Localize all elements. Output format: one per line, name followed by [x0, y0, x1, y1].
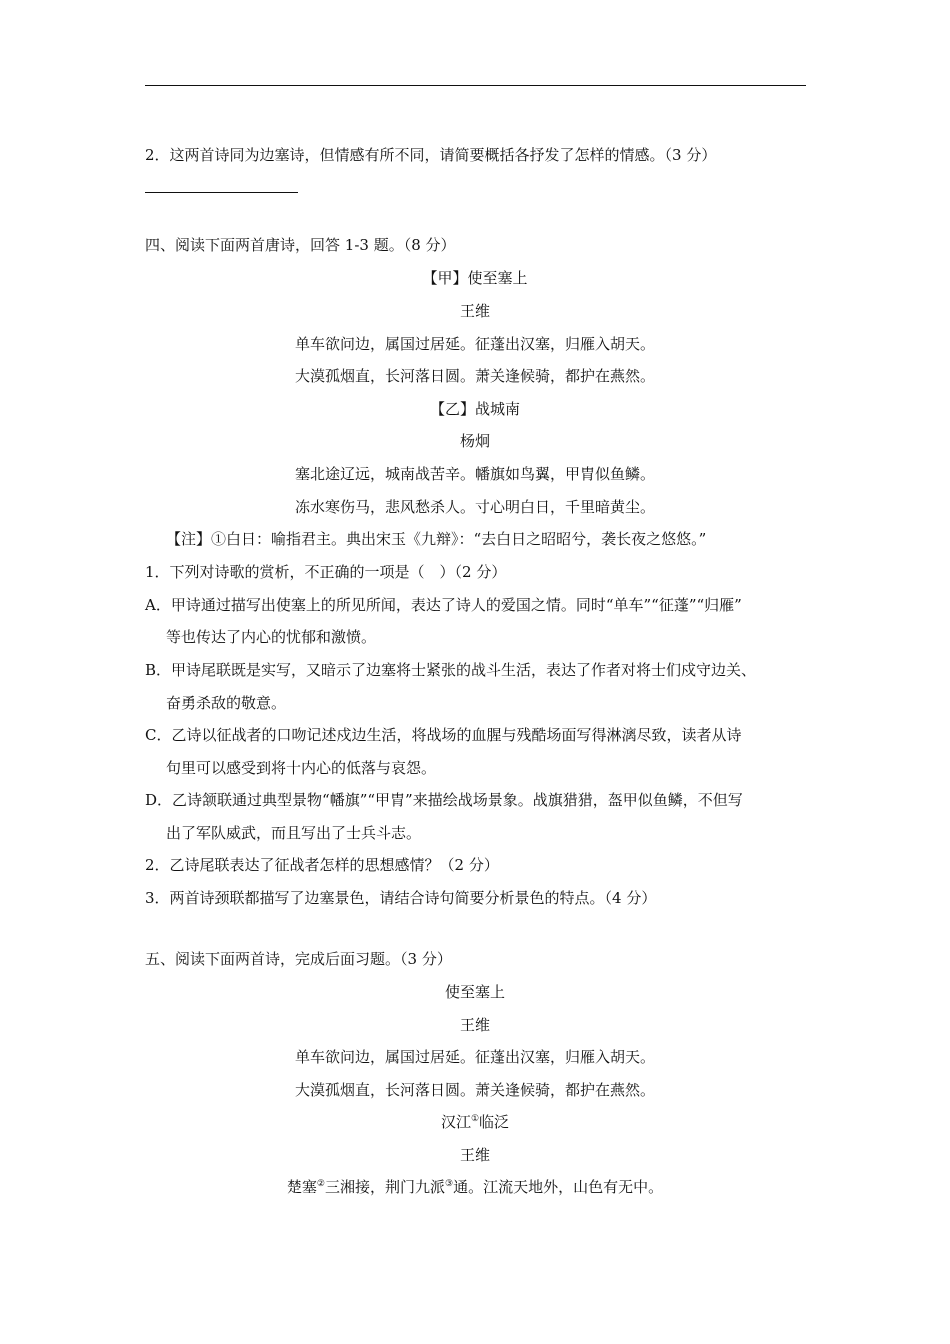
- poem-a-title: 【甲】使至塞上: [422, 269, 528, 287]
- poem-b-title: 【乙】战城南: [429, 400, 520, 418]
- poem-line: 大漠孤烟直，长河落日圆。萧关逢候骑，都护在燕然。: [294, 1081, 655, 1099]
- poem-a-line: 大漠孤烟直，长河落日圆。萧关逢候骑，都护在燕然。: [294, 367, 655, 385]
- question-1: 1．下列对诗歌的赏析，不正确的一项是（ ）（2 分）: [145, 563, 507, 581]
- option-c: C．乙诗以征战者的口吻记述戍边生活，将战场的血腥与残酷场面写得淋漓尽致，读者从诗: [145, 726, 742, 744]
- question-3: 3．两首诗颈联都描写了边塞景色，请结合诗句简要分析景色的特点。（4 分）: [145, 889, 657, 907]
- footnote-marker: ②: [316, 1179, 325, 1189]
- previous-question-2: 2．这两首诗同为边塞诗，但情感有所不同，请简要概括各抒发了怎样的情感。（3 分）: [145, 146, 717, 164]
- title-text: 汉江: [440, 1113, 471, 1131]
- question-2: 2．乙诗尾联表达了征战者怎样的思想感情？（2 分）: [145, 856, 499, 874]
- option-d: D．乙诗颔联通过典型景物“幡旗”“甲胄”来描绘战场景象。战旗猎猎，盔甲似鱼鳞，不但写: [145, 791, 743, 809]
- poem-2-author: 王维: [459, 1146, 490, 1164]
- poem-b-line: 冻水寒伤马，悲风愁杀人。寸心明白日，千里暗黄尘。: [294, 498, 655, 516]
- poem-b-line: 塞北途辽远，城南战苦辛。幡旗如鸟翼，甲胄似鱼鳞。: [294, 465, 655, 483]
- poem-b-author: 杨炯: [459, 432, 490, 450]
- answer-line: [145, 192, 298, 193]
- option-d-cont: 出了军队威武，而且写出了士兵斗志。: [166, 824, 422, 842]
- poem-author: 王维: [459, 1016, 490, 1034]
- option-a: A．甲诗通过描写出使塞上的所见所闻，表达了诗人的爱国之情。同时“单车”“征蓬”“归雁”: [145, 596, 742, 614]
- option-b-cont: 奋勇杀敌的敬意。: [166, 694, 287, 712]
- header-rule: [145, 85, 806, 86]
- option-a-cont: 等也传达了内心的忧郁和激愤。: [166, 628, 377, 646]
- poem-2-line: [0, 1177, 950, 1197]
- poem-line: 单车欲问边，属国过居延。征蓬出汉塞，归雁入胡天。: [294, 1048, 655, 1066]
- section-4-heading: 四、阅读下面两首唐诗，回答 1-3 题。（8 分）: [145, 236, 456, 254]
- section-5-heading: 五、阅读下面两首诗，完成后面习题。（3 分）: [145, 950, 452, 968]
- footnote-marker: ③: [445, 1179, 454, 1189]
- line-text: 三湘接，荆门九派: [324, 1178, 445, 1196]
- option-b: B．甲诗尾联既是实写，又暗示了边塞将士紧张的战斗生活，表达了作者对将士们戍守边关、: [145, 661, 757, 679]
- option-c-cont: 句里可以感受到将十内心的低落与哀怨。: [166, 759, 437, 777]
- poem-title: 使至塞上: [444, 983, 505, 1001]
- annotation-note: 【注】①白日：喻指君主。典出宋玉《九辩》：“去白日之昭昭兮，袭长夜之悠悠。”: [166, 530, 707, 548]
- poem-a-line: 单车欲问边，属国过居延。征蓬出汉塞，归雁入胡天。: [294, 335, 655, 353]
- line-text: 通。江流天地外，山色有无中。: [453, 1178, 664, 1196]
- poem-2-title: [0, 1112, 950, 1132]
- line-text: 楚塞: [286, 1178, 317, 1196]
- footnote-marker: ①: [470, 1114, 480, 1124]
- title-text: 临泛: [479, 1113, 510, 1131]
- poem-a-author: 王维: [459, 302, 490, 320]
